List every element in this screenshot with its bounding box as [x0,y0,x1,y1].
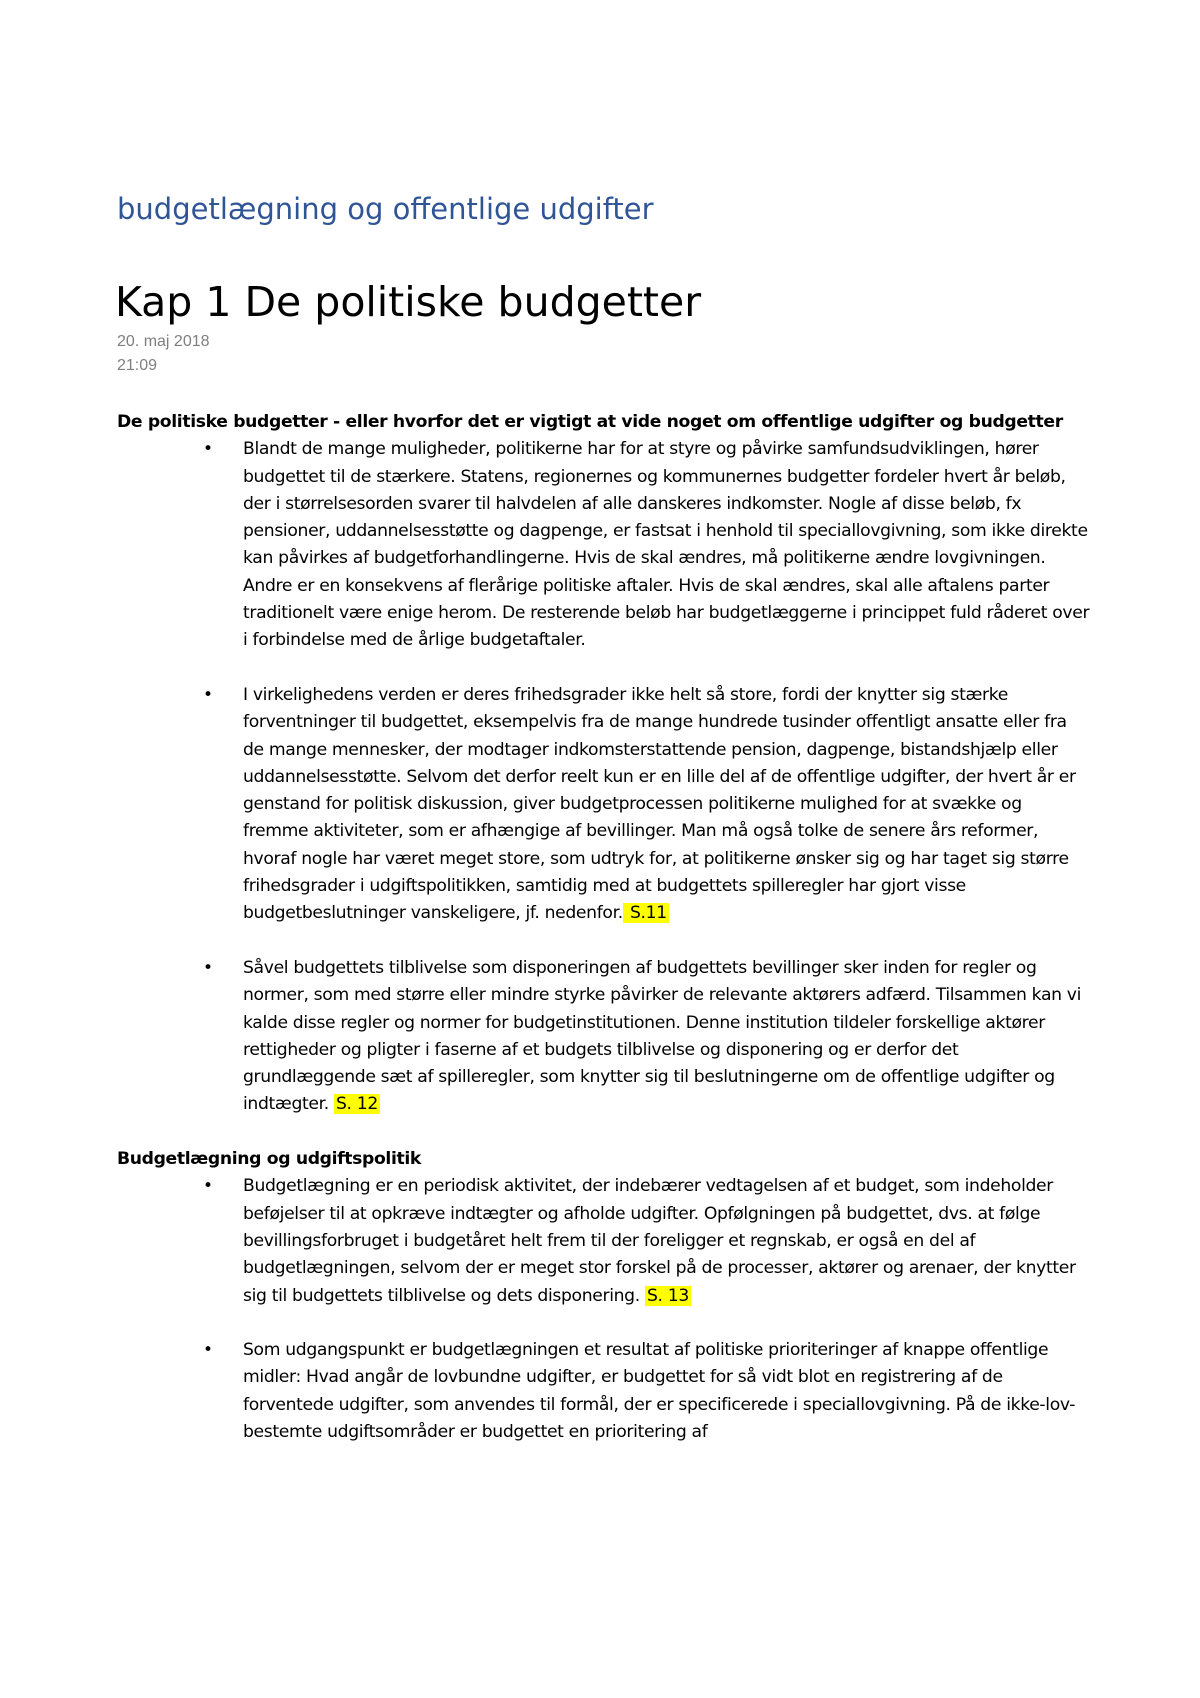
bullet-list [117,436,1097,1118]
list-item [117,1173,1092,1309]
page-title: Kap 1 De politiske budgetter [115,278,702,326]
bullet-icon: • [203,439,213,460]
page-reference-highlight: S.11 [624,903,667,924]
bullet-icon: • [203,957,213,978]
list-item [117,1337,1092,1446]
bullet-list [117,1173,1097,1446]
page-reference-highlight: S. 13 [646,1285,689,1306]
page-time: 21:09 [117,357,158,374]
paragraph-text: Blandt de mange muligheder, politikerne har for at styre og påvirke samfundsudviklingen, hører budgettet til de stærkere. Statens, regionernes og kommunernes budgetter fordeler hvert år beløb, der i størrelsesorden svarer til halvdelen af alle danskeres indkomster. Nogle af disse beløb, fx pensioner, uddannelsesstøtte og dagpenge, er fastsat i henhold til speciallovgivning, som ikke direkte kan påvirkes af budgetforhandlingerne. Hvis de skal ændres, må politikerne ændre lovgivningen. Andre er en konsekvens af flerårige politiske aftaler. Hvis de skal ændres, skal alle aftalens parter traditionelt være enige herom. De resterende beløb har budgetlæggerne i princippet fuld råderet over i forbindelse med de årlige budgetaftaler. [243,439,1090,651]
page-content [117,409,1097,1474]
paragraph-text: Såvel budgettets tilblivelse som disponeringen af budgettets bevillinger sker inden for regler og normer, som med større eller mindre styrke påvirker de relevante aktørers adfærd. Tilsammen kan vi kalde disse regler og normer for budgetinstitutionen. Denne institution tildeler forskellige aktører rettigheder og pligter i faserne af et budgets tilblivelse og disponering og er derfor det grundlæggende sæt af spilleregler, som knytter sig til beslutningerne om de offentlige udgifter og indtægter. [243,957,1082,1115]
list-item [117,955,1092,1119]
section-heading: Budgetlægning og udgiftspolitik [117,1149,422,1170]
paragraph-text: I virkelighedens verden er deres frihedsgrader ikke helt så store, fordi der knytter sig stærke forventninger til budgettet, eksempelvis fra de mange hundrede tusinder offentligt ansatte eller fra de mange mennesker, der modtager indkomsterstattende pension, dagpenge, bistandshjælp eller uddannelsesstøtte. Selvom det derfor reelt kun er en lille del af de offentlige udgifter, der hvert år er genstand for politisk diskussion, giver budgetprocessen politikerne mulighed for at svække og fremme aktiviteter, som er afhængige af bevillinger. Man må også tolke de senere års reformer, hvoraf nogle har været meget store, som udtryk for, at politikerne ønsker sig og har taget sig større frihedsgrader i udgiftspolitikken, samtidig med at budgettets spilleregler har gjort visse budgetbeslutninger vanskeligere, jf. nedenfor. [243,684,1076,924]
page-reference-highlight: S. 12 [335,1094,378,1115]
paragraph-text: Som udgangspunkt er budgetlægningen et resultat af politiske prioriteringer af knappe offentlige midler: Hvad angår de lovbundne udgifter, er budgettet for så vidt blot en registrering af de forventede udgifter, som anvendes til formål, der er specificerede i speciallovgivning. På de ikke-lov- bestemte udgiftsområder er budgettet en prioritering af [243,1340,1076,1442]
section [117,1146,1097,1446]
bullet-icon: • [203,684,213,705]
bullet-icon: • [203,1340,213,1361]
section [117,409,1097,1119]
page-date: 20. maj 2018 [117,333,210,350]
notebook-title: budgetlægning og offentlige udgifter [117,192,654,226]
bullet-icon: • [203,1176,213,1197]
list-item [117,682,1092,928]
section-heading: De politiske budgetter - eller hvorfor det er vigtigt at vide noget om offentlige udgifter og budgetter [117,412,1063,432]
list-item [117,436,1092,654]
paragraph-text: Budgetlægning er en periodisk aktivitet, der indebærer vedtagelsen af et budget, som indeholder beføjelser til at opkræve indtægter og afholde udgifter. Opfølgningen på budgettet, dvs. at følge bevillingsforbruget i budgetåret helt frem til der foreligger et regnskab, er også en del af budgetlægningen, selvom der er meget stor forskel på de processer, aktører og arenaer, der knytter sig til budgettets tilblivelse og dets disponering. [243,1176,1076,1306]
